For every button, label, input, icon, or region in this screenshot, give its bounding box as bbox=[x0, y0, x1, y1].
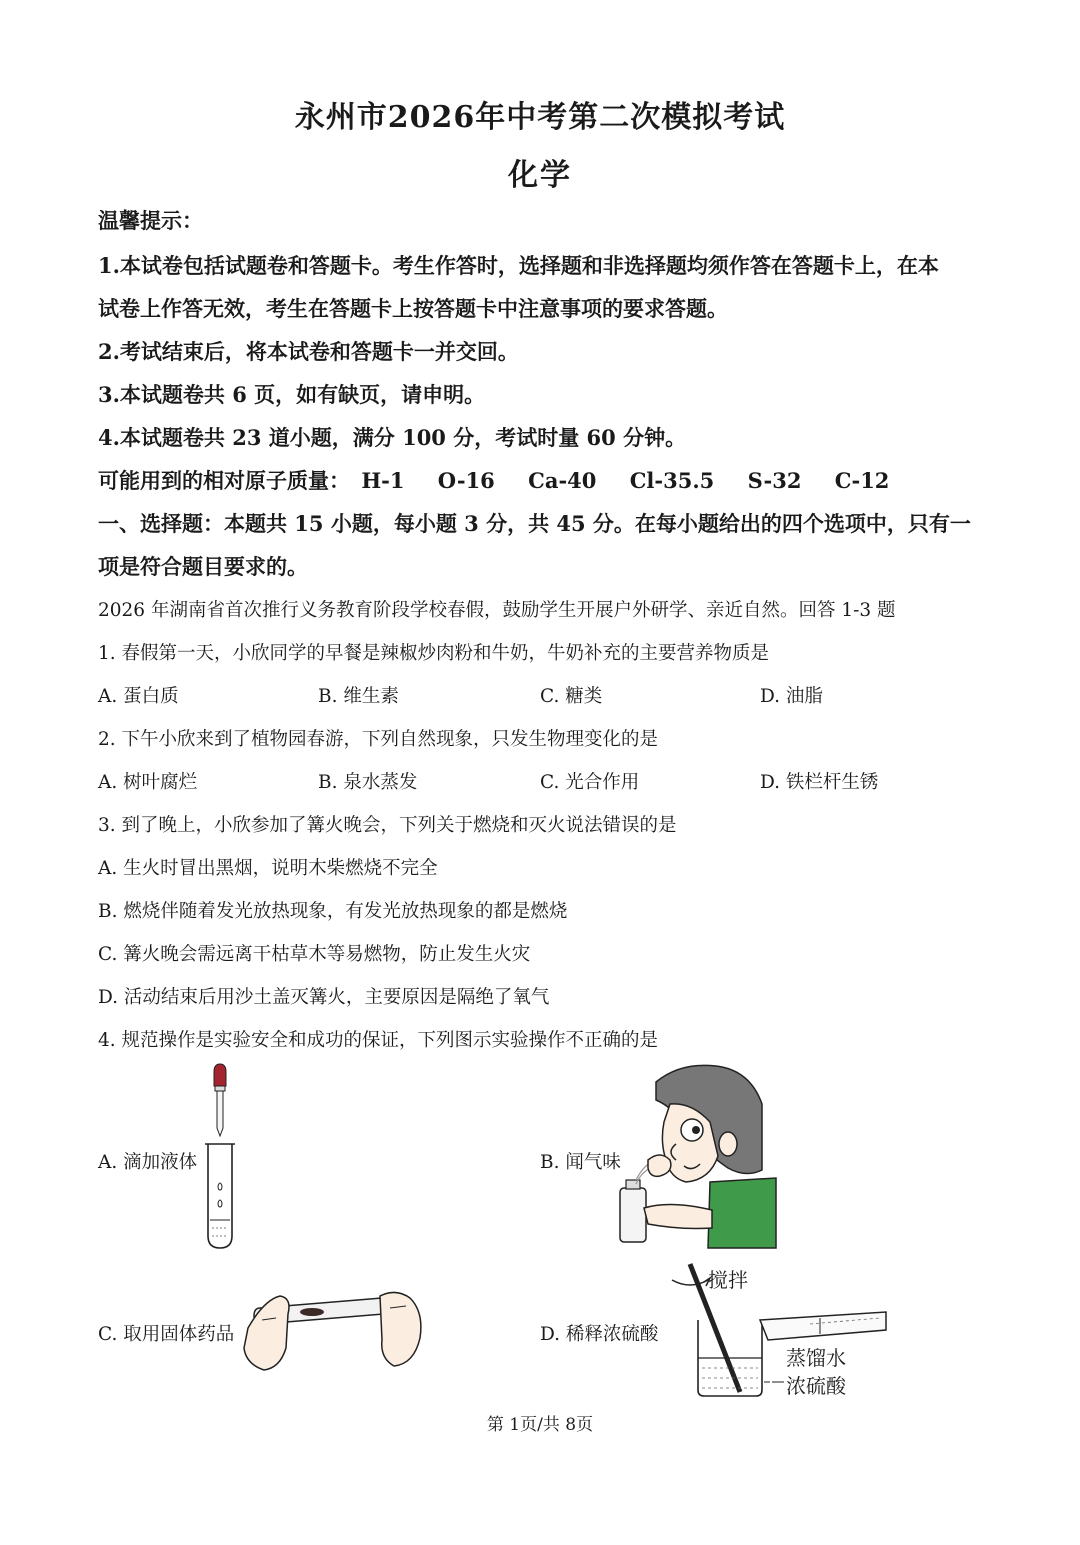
question-4-option-a: A. 滴加液体 bbox=[98, 1152, 198, 1173]
person-smelling-figure bbox=[600, 1060, 780, 1250]
atomic-mass-cl: Cl-35.5 bbox=[629, 468, 715, 493]
question-1-option-d: D. 油脂 bbox=[760, 686, 823, 707]
concentrated-acid-label: 浓硫酸 bbox=[786, 1374, 846, 1398]
question-1-option-c: C. 糖类 bbox=[540, 686, 603, 707]
section-heading-line-1: 一、选择题：本题共 15 小题，每小题 3 分，共 45 分。在每小题给出的四个选项中，只有一 bbox=[98, 511, 971, 536]
question-3-option-a: A. 生火时冒出黑烟，说明木柴燃烧不完全 bbox=[98, 858, 438, 879]
atomic-mass-s: S-32 bbox=[747, 468, 802, 493]
atomic-mass-ca: Ca-40 bbox=[528, 468, 597, 493]
atomic-mass-c: C-12 bbox=[834, 468, 890, 493]
atomic-mass-line bbox=[98, 465, 915, 495]
question-1-option-b: B. 维生素 bbox=[318, 686, 399, 707]
notice-heading: 温馨提示： bbox=[98, 208, 203, 233]
subject-title: 化学 bbox=[508, 158, 572, 193]
question-1-option-a: A. 蛋白质 bbox=[98, 686, 179, 707]
question-2-stem: 2. 下午小欣来到了植物园春游，下列自然现象，只发生物理变化的是 bbox=[98, 729, 659, 750]
question-3-option-c: C. 篝火晚会需远离干枯草木等易燃物，防止发生火灾 bbox=[98, 944, 531, 965]
atomic-mass-h: H-1 bbox=[361, 468, 405, 493]
notice-item-2: 2.考试结束后，将本试卷和答题卡一并交回。 bbox=[98, 339, 519, 364]
section-context: 2026 年湖南省首次推行义务教育阶段学校春假，鼓励学生开展户外研学、亲近自然。回答 1-3 题 bbox=[98, 600, 896, 621]
question-2-option-d: D. 铁栏杆生锈 bbox=[760, 772, 879, 793]
question-4-option-d: D. 稀释浓硫酸 bbox=[540, 1324, 659, 1345]
question-2-option-c: C. 光合作用 bbox=[540, 772, 640, 793]
notice-item-1-line-1: 1.本试卷包括试题卷和答题卡。考生作答时，选择题和非选择题均须作答在答题卡上，在本 bbox=[98, 253, 939, 278]
stir-label: 搅拌 bbox=[708, 1268, 748, 1292]
page-footer: 第 1页/共 8页 bbox=[486, 1415, 594, 1435]
atomic-mass-label: 可能用到的相对原子质量： bbox=[98, 468, 350, 493]
question-3-option-d: D. 活动结束后用沙土盖灭篝火，主要原因是隔绝了氧气 bbox=[98, 987, 550, 1008]
notice-item-4: 4.本试题卷共 23 道小题，满分 100 分，考试时量 60 分钟。 bbox=[98, 425, 687, 450]
notice-item-3: 3.本试题卷共 6 页，如有缺页，请申明。 bbox=[98, 382, 486, 407]
solid-reagent-figure bbox=[240, 1278, 426, 1374]
distilled-water-label: 蒸馏水 bbox=[786, 1346, 846, 1370]
question-4-option-b: B. 闻气味 bbox=[540, 1152, 621, 1173]
question-3-option-b: B. 燃烧伴随着发光放热现象，有发光放热现象的都是燃烧 bbox=[98, 901, 568, 922]
question-1-stem: 1. 春假第一天，小欣同学的早餐是辣椒炒肉粉和牛奶，牛奶补充的主要营养物质是 bbox=[98, 643, 770, 664]
dilution-figure bbox=[660, 1258, 890, 1400]
question-4-stem: 4. 规范操作是实验安全和成功的保证，下列图示实验操作不正确的是 bbox=[98, 1030, 659, 1051]
exam-title: 永州市2026年中考第二次模拟考试 bbox=[294, 100, 786, 135]
atomic-mass-o: O-16 bbox=[437, 468, 495, 493]
section-heading-line-2: 项是符合题目要求的。 bbox=[98, 554, 308, 579]
question-4-option-c: C. 取用固体药品 bbox=[98, 1324, 235, 1345]
question-2-option-b: B. 泉水蒸发 bbox=[318, 772, 418, 793]
question-2-option-a: A. 树叶腐烂 bbox=[98, 772, 198, 793]
question-3-stem: 3. 到了晚上，小欣参加了篝火晚会，下列关于燃烧和灭火说法错误的是 bbox=[98, 815, 677, 836]
dropper-test-tube-figure bbox=[196, 1062, 246, 1254]
notice-item-1-line-2: 试卷上作答无效，考生在答题卡上按答题卡中注意事项的要求答题。 bbox=[98, 296, 728, 321]
